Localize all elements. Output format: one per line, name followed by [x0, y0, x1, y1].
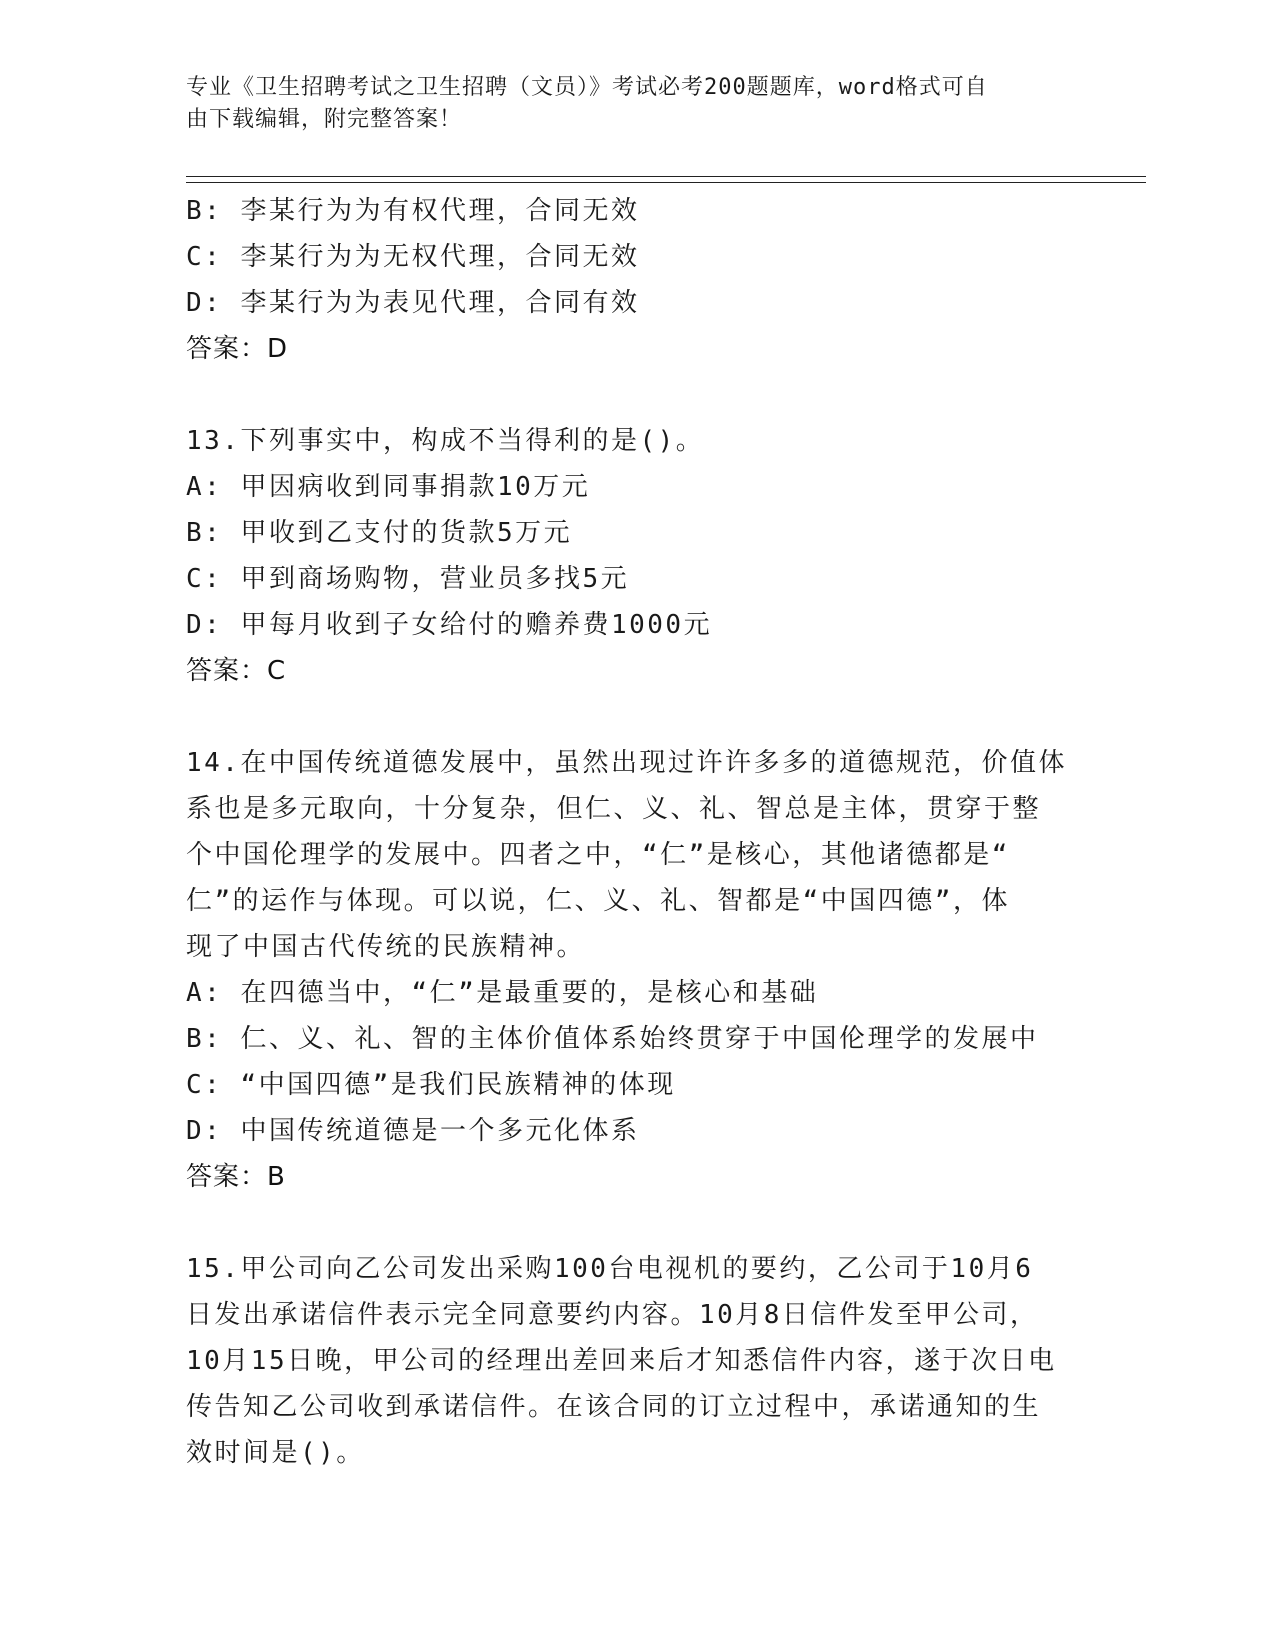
stem-line: 13.下列事实中，构成不当得利的是()。 — [186, 426, 705, 456]
option-c: C: 李某行为为无权代理，合同无效 — [186, 242, 640, 272]
option-d: D: 甲每月收到子女给付的赡养费1000元 — [186, 610, 713, 640]
stem-line: 个中国伦理学的发展中。四者之中，“仁”是核心，其他诸德都是“ — [186, 840, 1010, 870]
answer: 答案：C — [186, 656, 287, 686]
option-b: B: 甲收到乙支付的货款5万元 — [186, 518, 573, 548]
question-stem — [186, 740, 1086, 970]
answer: 答案：B — [186, 1162, 286, 1192]
question-12 — [186, 188, 1086, 372]
question-14 — [186, 740, 1086, 1200]
stem-line: 14.在中国传统道德发展中，虽然出现过许许多多的道德规范，价值体 — [186, 748, 1067, 778]
option-a: A: 甲因病收到同事捐款10万元 — [186, 472, 591, 502]
option-d: D: 中国传统道德是一个多元化体系 — [186, 1116, 640, 1146]
option-a: A: 在四德当中，“仁”是最重要的，是核心和基础 — [186, 978, 819, 1008]
document-header — [186, 72, 1086, 136]
stem-line: 仁”的运作与体现。可以说，仁、义、礼、智都是“中国四德”，体 — [186, 886, 1010, 916]
stem-line: 传告知乙公司收到承诺信件。在该合同的订立过程中，承诺通知的生 — [186, 1392, 1042, 1422]
option-b: B: 李某行为为有权代理，合同无效 — [186, 196, 640, 226]
option-c: C: “中国四德”是我们民族精神的体现 — [186, 1070, 676, 1100]
question-15 — [186, 1246, 1086, 1476]
question-list — [186, 188, 1086, 1476]
stem-line: 15.甲公司向乙公司发出采购100台电视机的要约，乙公司于10月6 — [186, 1254, 1034, 1284]
stem-line: 日发出承诺信件表示完全同意要约内容。10月8日信件发至甲公司， — [186, 1300, 1039, 1330]
option-d: D: 李某行为为表见代理，合同有效 — [186, 288, 640, 318]
question-stem — [186, 418, 1086, 464]
question-13 — [186, 418, 1086, 694]
stem-line: 系也是多元取向，十分复杂，但仁、义、礼、智总是主体，贯穿于整 — [186, 794, 1042, 824]
spacer — [186, 694, 1086, 740]
question-stem — [186, 1246, 1086, 1476]
spacer — [186, 372, 1086, 418]
option-c: C: 甲到商场购物，营业员多找5元 — [186, 564, 630, 594]
option-b: B: 仁、义、礼、智的主体价值体系始终贯穿于中国伦理学的发展中 — [186, 1024, 1039, 1054]
stem-line: 效时间是()。 — [186, 1438, 365, 1468]
stem-line: 10月15日晚，甲公司的经理出差回来后才知悉信件内容，遂于次日电 — [186, 1346, 1057, 1376]
answer: 答案：D — [186, 334, 289, 364]
stem-line: 现了中国古代传统的民族精神。 — [186, 932, 586, 962]
header-line-1: 专业《卫生招聘考试之卫生招聘（文员）》考试必考200题题库，word格式可自 — [186, 75, 988, 100]
spacer — [186, 1200, 1086, 1246]
header-divider — [186, 176, 1146, 183]
header-line-2: 由下载编辑，附完整答案！ — [186, 107, 463, 132]
